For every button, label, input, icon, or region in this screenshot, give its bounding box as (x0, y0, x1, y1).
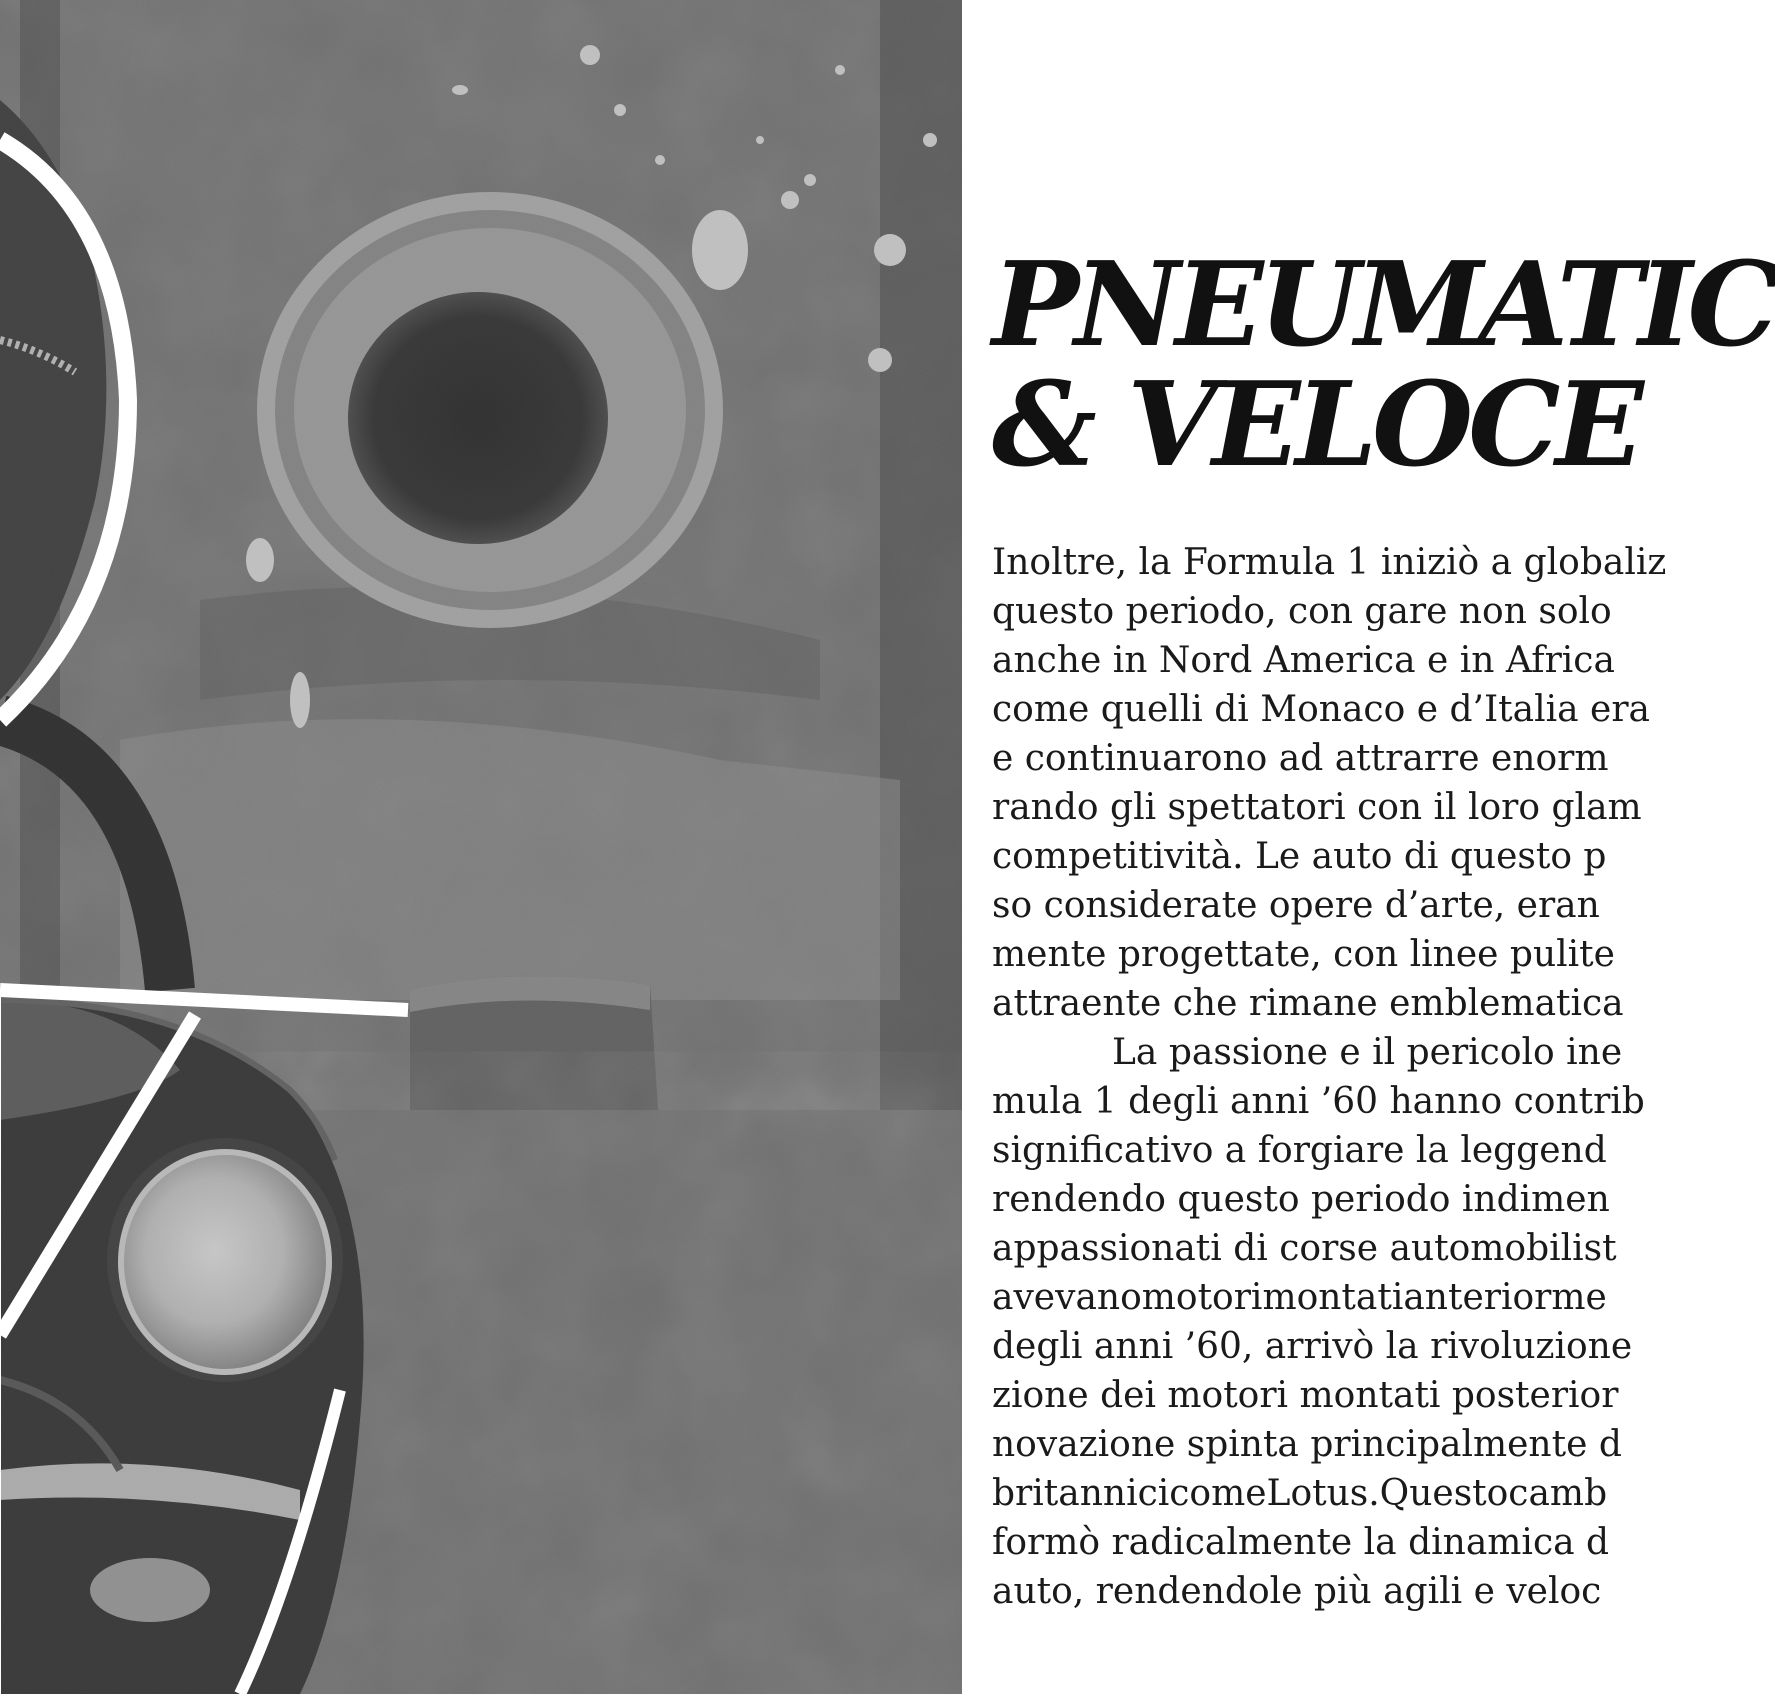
headline-line-1: PNEUMATIC (992, 237, 1775, 373)
body-line: degli anni ’60, arrivò la rivoluzione (992, 1326, 1633, 1367)
body-line: mente progettate, con linee pulite (992, 934, 1615, 975)
body-line: Inoltre, la Formula 1 iniziò a globaliz (992, 542, 1667, 583)
body-line: appassionati di corse automobilist (992, 1228, 1617, 1269)
body-line: attraente che rimane emblematica (992, 983, 1624, 1024)
body-line: zione dei motori montati posterior (992, 1375, 1619, 1416)
body-line: rendendo questo periodo indimen (992, 1179, 1610, 1220)
article-headline (992, 237, 1775, 493)
body-line: so considerate opere d’arte, eran (992, 885, 1600, 926)
body-line: formò radicalmente la dinamica d (992, 1522, 1610, 1563)
body-line: competitività. Le auto di questo p (992, 836, 1607, 877)
body-line: avevanomotorimontatianteriorme (992, 1277, 1607, 1318)
body-line: novazione spinta principalmente d (992, 1424, 1622, 1465)
body-line: auto, rendendole più agili e veloc (992, 1571, 1602, 1612)
body-line: e continuarono ad attrarre enorm (992, 738, 1609, 779)
body-line: britannicicomeLotus.Questocamb (992, 1473, 1608, 1514)
body-line: come quelli di Monaco e d’Italia era (992, 689, 1651, 730)
body-line: significativo a forgiare la leggend (992, 1130, 1607, 1171)
body-line: questo periodo, con gare non solo (992, 591, 1612, 632)
body-line: anche in Nord America e in Africa (992, 640, 1615, 681)
body-line-paragraph-start: La passione e il pericolo ine (1112, 1032, 1623, 1073)
text-column (962, 0, 1775, 1694)
article-body (992, 538, 1666, 1616)
body-line: mula 1 degli anni ’60 hanno contrib (992, 1081, 1645, 1122)
body-line: rando gli spettatori con il loro glam (992, 787, 1642, 828)
headline-line-2: & VELOCE (992, 357, 1639, 493)
